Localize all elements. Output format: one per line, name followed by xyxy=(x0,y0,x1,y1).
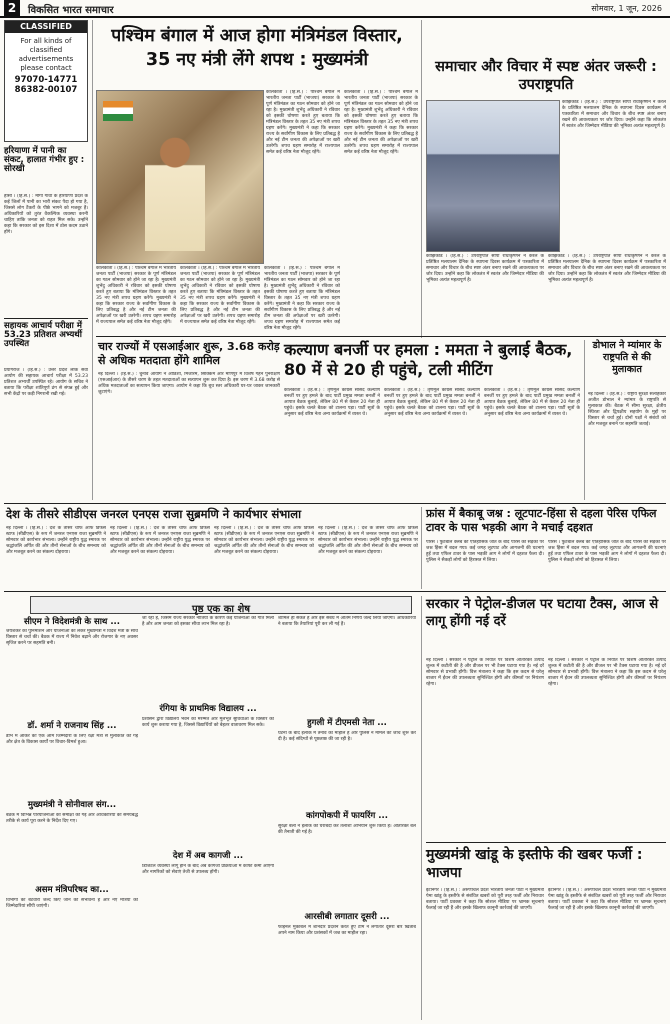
inner-body: फाइनल मुकाबले में शानदार प्रदर्शन करते हुए टीम ने लगातार दूसरी बार खिताब अपने नाम किया और प्रशंसकों में जश्न का माहौल रहा। xyxy=(278,924,416,936)
page-number: 2 xyxy=(4,0,20,16)
inner-column-3 xyxy=(278,616,416,1018)
right-top-headline: समाचार और विचार में स्पष्ट अंतर जरूरी : उपराष्ट्रपति xyxy=(435,59,657,93)
inner-headline: देश में अब कागजी ... xyxy=(172,850,244,861)
inner-body: डिजिटल व्यवस्था लागू होने के बाद अब कागजी प्रक्रियाओं में काफी कमी आएगी और नागरिकों को सेवाएं तेजी से उपलब्ध होंगी। xyxy=(142,863,274,875)
paper-name: विकसित भारत समाचार xyxy=(28,5,114,16)
classified-label: CLASSIFIED xyxy=(5,21,87,33)
inner-headline: सीएम ने विदेशमंत्री के साथ ... xyxy=(23,617,121,627)
mid-story-2-headline: कल्याण बनर्जी पर हमला : ममता ने बुलाई बैठक, 80 में से 20 ही पहुंचे, टली मीटिंग xyxy=(284,340,573,379)
horizontal-rule xyxy=(4,503,666,504)
mid-story-1-headline: चार राज्यों में एसआईआर शुरू, 3.68 करोड़ से अधिक मतदाता होंगे शामिल xyxy=(98,340,280,367)
classified-text: For all kinds of classified advertisements please contact xyxy=(18,37,74,72)
inner-body: शामिल हो सकते हैं और इस संबंध में अंतिम निर्णय जल्द लिया जाएगा। अधिकारियों ने बताया कि तैयारियां पूरी कर ली गई हैं। xyxy=(278,616,416,627)
inner-body: घटना के बाद इलाके में तनाव का माहौल है और पुलिस ने मामले की जांच शुरू कर दी है। कई संदिग्धों से पूछताछ की जा रही है। xyxy=(278,730,416,742)
inner-body: विभागों का बंटवारा जल्द किए जाने की संभावना है और नए मंत्रियों को जिम्मेदारियां सौंपी जाएंगी। xyxy=(6,897,138,909)
right-top-body-col2: कोझिकोड । (हि.स.) : उपराष्ट्रपति सीपी राधाकृष्णन ने केरल के प्रतिष्ठित मलयालम दैनिक के स्थापना दिवस कार्यक्रम में पत्रकारिता में समाचार और विचार के बीच स्पष्ट अंतर बनाए रखने की आवश्यकता पर जोर दिया। उन्होंने कहा कि लोकतंत्र में स्वतंत्र और जिम्मेदार मीडिया की भूमिका अत्यंत महत्वपूर्ण है। xyxy=(426,254,544,283)
masthead-date: सोमवार, 1 जून, 2026 xyxy=(591,4,662,13)
inner-headline: हुगली में टीएमसी नेता ... xyxy=(307,718,387,728)
left-story-2-body: प्रयागराज । (हि.स.) : उत्तर प्रदेश लोक सेवा आयोग की सहायक आचार्य परीक्षा में 53.23 प्रतिशत अभ्यर्थी उपस्थित रहे। आयोग के सचिव ने बताया कि परीक्षा शांतिपूर्ण ढंग से संपन्न हुई और सभी केंद्रों पर कड़ी निगरानी रखी गई। xyxy=(4,368,88,397)
ceremony-photo xyxy=(426,100,560,252)
horizontal-rule xyxy=(96,336,666,337)
lead-body-bottom-2: कोलकाता । (हि.स.) : पश्चिम बंगाल में भारतीय जनता पार्टी (भाजपा) सरकार के पूर्ण मंत्रिमंडल का गठन सोमवार को होने जा रहा है। मुख्यमंत्री शुभेंदु अधिकारी ने रविवार को इसकी घोषणा करते हुए बताया कि मंत्रिमंडल विस्तार के तहत 35 नए मंत्री शपथ ग्रहण करेंगे। मुख्यमंत्री ने कहा कि सरकार राज्य के सर्वांगीण विकास के लिए प्रतिबद्ध है और नई टीम जनता की अपेक्षाओं पर खरी उतरेगी। शपथ ग्रहण समारोह में राज्यपाल समेत कई वरिष्ठ नेता मौजूद रहेंगे। xyxy=(180,266,260,325)
khandu-body-col1: ईटानगर । (हि.स.) : अरुणाचल प्रदेश भारतीय जनता पार्टी ने मुख्यमंत्री पेमा खांडू के इस्तीफे से संबंधित खबरों को पूरी तरह फर्जी और निराधार बताया। पार्टी प्रवक्ता ने कहा कि सोशल मीडिया पर भ्रामक सूचनाएं फैलाई जा रही हैं और इसके खिलाफ कानूनी कार्रवाई की जाएगी। xyxy=(426,888,544,911)
right-mid-headline: डोभाल ने म्यांमार के राष्ट्रपति से की मुलाकात xyxy=(592,340,662,375)
right-mid-body: नई दिल्ली । (हि.स.) : राष्ट्रीय सुरक्षा सलाहकार अजीत डोभाल ने म्यांमार के राष्ट्रपति से मुलाकात की। बैठक में सीमा सुरक्षा, क्षेत्रीय स्थिरता और द्विपक्षीय सहयोग के मुद्दों पर विस्तार से चर्चा हुई। दोनों पक्षों ने संबंधों को और मजबूत बनाने पर सहमति जताई। xyxy=(588,392,666,427)
inner-body: जा रहा है, जिसमें राज्य सरकार नीतियों के कारण कई योजनाओं को गति मिली है और आम जनता को इसका सीधा लाभ मिल रहा है। xyxy=(142,616,274,627)
lead-photo xyxy=(96,90,264,264)
khandu-headline: मुख्यमंत्री खांडू के इस्तीफे की खबर फर्जी : भाजपा xyxy=(426,847,643,881)
right-top-body-col3: कोझिकोड । (हि.स.) : उपराष्ट्रपति सीपी राधाकृष्णन ने केरल के प्रतिष्ठित मलयालम दैनिक के स्थापना दिवस कार्यक्रम में पत्रकारिता में समाचार और विचार के बीच स्पष्ट अंतर बनाए रखने की आवश्यकता पर जोर दिया। उन्होंने कहा कि लोकतंत्र में स्वतंत्र और जिम्मेदार मीडिया की भूमिका अत्यंत महत्वपूर्ण है। xyxy=(548,254,666,283)
inner-body: जयशंकर का पुनिमोशन और योजनाओं को लेकर मुख्यमंत्री ने विदेश मंत्री के साथ विस्तार से चर्चा की। बैठक में राज्य में निवेश बढ़ाने और रोजगार के नए अवसर सृजित करने पर सहमति बनी। xyxy=(6,628,138,646)
inner-column-2 xyxy=(142,616,274,1018)
petrol-tax-body-col1: नई दिल्ली । सरकार ने पेट्रोल के निर्यात पर विशेष अतिरिक्त उत्पाद शुल्क में कटौती की है और डीजल पर भी टैक्स घटाया गया है। नई दरें सोमवार से प्रभावी होंगी। वित्त मंत्रालय ने कहा कि इस कदम से घरेलू बाजार में ईंधन की उपलब्धता सुनिश्चित होगी और कीमतों पर नियंत्रण रहेगा। xyxy=(426,658,544,687)
column-rule xyxy=(584,340,585,500)
classified-box xyxy=(4,20,88,142)
flag-icon xyxy=(103,101,133,121)
classified-phone-1: 97070-14771 xyxy=(14,75,78,85)
mid-story-1-body: नई दिल्ली । (हि.स.) : चुनाव आयोग ने ओडिशा, मिजोरम, सिक्किम और मणिपुर में विशेष गहन पुनरीक्षण (एसआईआर) के तीसरे चरण के तहत मतदाताओं का सत्यापन शुरू कर दिया है। इस चरण में 3.68 करोड़ से अधिक मतदाताओं का सत्यापन किया जाएगा। आयोग ने कहा कि बूथ स्तर अधिकारी घर-घर जाकर जानकारी जुटाएंगे। xyxy=(98,372,280,395)
row3-left-body-col3: नई दिल्ली । (हि.स.) : देश के तीसरे चीफ ऑफ डिफेंस स्टाफ (सीडीएस) के रूप में जनरल एनएस राजा सुब्रमणि ने सोमवार को कार्यभार संभाला। उन्होंने राष्ट्रीय युद्ध स्मारक पर श्रद्धांजलि अर्पित की और तीनों सेनाओं के बीच समन्वय को और मजबूत करने का संकल्प दोहराया। xyxy=(214,526,314,555)
lead-body-bottom-1: कोलकाता । (हि.स.) : पश्चिम बंगाल में भारतीय जनता पार्टी (भाजपा) सरकार के पूर्ण मंत्रिमंडल का गठन सोमवार को होने जा रहा है। मुख्यमंत्री शुभेंदु अधिकारी ने रविवार को इसकी घोषणा करते हुए बताया कि मंत्रिमंडल विस्तार के तहत 35 नए मंत्री शपथ ग्रहण करेंगे। मुख्यमंत्री ने कहा कि सरकार राज्य के सर्वांगीण विकास के लिए प्रतिबद्ध है और नई टीम जनता की अपेक्षाओं पर खरी उतरेगी। शपथ ग्रहण समारोह में राज्यपाल समेत कई वरिष्ठ नेता मौजूद रहेंगे। xyxy=(96,266,176,325)
inner-body: डोभ में आकर की एक आम जिम्मेदारी के लिए रक्षा मंत्री से मुलाकात की गई और क्षेत्र के विकास कार्यों पर विचार-विमर्श हुआ। xyxy=(6,733,138,745)
khandu-body-col2: ईटानगर । (हि.स.) : अरुणाचल प्रदेश भारतीय जनता पार्टी ने मुख्यमंत्री पेमा खांडू के इस्तीफे से संबंधित खबरों को पूरी तरह फर्जी और निराधार बताया। पार्टी प्रवक्ता ने कहा कि सोशल मीडिया पर भ्रामक सूचनाएं फैलाई जा रही हैं और इसके खिलाफ कानूनी कार्रवाई की जाएगी। xyxy=(548,888,666,911)
row3-left-headline: देश के तीसरे सीडीएस जनरल एनएस राजा सुब्रमणि ने कार्यभार संभाला xyxy=(6,507,302,521)
petrol-tax-body-col2: नई दिल्ली । सरकार ने पेट्रोल के निर्यात पर विशेष अतिरिक्त उत्पाद शुल्क में कटौती की है और डीजल पर भी टैक्स घटाया गया है। नई दरें सोमवार से प्रभावी होंगी। वित्त मंत्रालय ने कहा कि इस कदम से घरेलू बाजार में ईंधन की उपलब्धता सुनिश्चित होगी और कीमतों पर नियंत्रण रहेगा। xyxy=(548,658,666,687)
column-rule xyxy=(421,20,422,338)
row3-left-body-col1: नई दिल्ली । (हि.स.) : देश के तीसरे चीफ ऑफ डिफेंस स्टाफ (सीडीएस) के रूप में जनरल एनएस राजा सुब्रमणि ने सोमवार को कार्यभार संभाला। उन्होंने राष्ट्रीय युद्ध स्मारक पर श्रद्धांजलि अर्पित की और तीनों सेनाओं के बीच समन्वय को और मजबूत करने का संकल्प दोहराया। xyxy=(6,526,106,555)
inner-column-1 xyxy=(6,616,138,1018)
column-rule xyxy=(92,20,93,500)
horizontal-rule xyxy=(4,591,666,592)
row3-right-body-col1: पेरिस । फुटबॉल क्लब की ऐतिहासिक जीत के बाद पेरिस की सड़कों पर जश्न हिंसा में बदल गया। कई जगह लूटपाट और आगजनी की घटनाएं हुईं तथा एफिल टावर के पास भड़की आग ने लोगों में दहशत फैला दी। पुलिस ने सैकड़ों लोगों को हिरासत में लिया। xyxy=(426,540,544,563)
left-story-1-headline: हरियाणा में पानी का संकट, हालात गंभीर हुए : सोरखी xyxy=(4,146,85,174)
mid-story-2-body-col1: कोलकाता । (हि.स.) : तृणमूल कांग्रेस सांसद कल्याण बनर्जी पर हुए हमले के बाद पार्टी प्रमुख ममता बनर्जी ने आपात बैठक बुलाई, लेकिन 80 में से केवल 20 नेता ही पहुंचे। इसके चलते बैठक को टालना पड़ा। पार्टी सूत्रों के अनुसार कई वरिष्ठ नेता अन्य कार्यक्रमों में व्यस्त थे। xyxy=(284,388,380,417)
left-story-2-headline: सहायक आचार्य परीक्षा में 53.23 प्रतिशत अभ्यर्थी उपस्थित xyxy=(4,321,82,349)
inner-headline: आरसीबी लगातार दूसरी ... xyxy=(304,911,390,922)
mid-story-2-body-col2: कोलकाता । (हि.स.) : तृणमूल कांग्रेस सांसद कल्याण बनर्जी पर हुए हमले के बाद पार्टी प्रमुख ममता बनर्जी ने आपात बैठक बुलाई, लेकिन 80 में से केवल 20 नेता ही पहुंचे। इसके चलते बैठक को टालना पड़ा। पार्टी सूत्रों के अनुसार कई वरिष्ठ नेता अन्य कार्यक्रमों में व्यस्त थे। xyxy=(384,388,480,417)
left-story-1-body: हांसी । (हि.स.) : मोगा गावों के हरियाणा प्रदेश के कई जिलों में पानी का भारी संकट पैदा हो गया है, जिससे लोग टैंकरों के पीछे भागने को मजबूर हैं। अधिकारियों को तुरंत वैकल्पिक व्यवस्था करनी चाहिए ताकि जनता को राहत मिल सके। उन्होंने कहा कि सरकार को इस दिशा में ठोस कदम उठाने होंगे। xyxy=(4,194,88,235)
column-rule xyxy=(421,507,422,589)
inner-body: बैठक में विभिन्न परियोजनाओं की समीक्षा की गई और अधिकारियों को समयबद्ध तरीके से कार्य पूरा करने के निर्देश दिए गए। xyxy=(6,812,138,824)
lead-body-col2: कोलकाता । (हि.स.) : पश्चिम बंगाल में भारतीय जनता पार्टी (भाजपा) सरकार के पूर्ण मंत्रिमंडल का गठन सोमवार को होने जा रहा है। मुख्यमंत्री शुभेंदु अधिकारी ने रविवार को इसकी घोषणा करते हुए बताया कि मंत्रिमंडल विस्तार के तहत 35 नए मंत्री शपथ ग्रहण करेंगे। मुख्यमंत्री ने कहा कि सरकार राज्य के सर्वांगीण विकास के लिए प्रतिबद्ध है और नई टीम जनता की अपेक्षाओं पर खरी उतरेगी। शपथ ग्रहण समारोह में राज्यपाल समेत कई वरिष्ठ नेता मौजूद रहेंगे। xyxy=(344,90,418,155)
continued-banner-text: पृष्ठ एक का शेष xyxy=(191,604,251,615)
inner-headline: मुख्यमंत्री ने सोनीवाल संग... xyxy=(27,799,117,810)
lead-body-bottom-3: कोलकाता । (हि.स.) : पश्चिम बंगाल में भारतीय जनता पार्टी (भाजपा) सरकार के पूर्ण मंत्रिमंडल का गठन सोमवार को होने जा रहा है। मुख्यमंत्री शुभेंदु अधिकारी ने रविवार को इसकी घोषणा करते हुए बताया कि मंत्रिमंडल विस्तार के तहत 35 नए मंत्री शपथ ग्रहण करेंगे। मुख्यमंत्री ने कहा कि सरकार राज्य के सर्वांगीण विकास के लिए प्रतिबद्ध है और नई टीम जनता की अपेक्षाओं पर खरी उतरेगी। शपथ ग्रहण समारोह में राज्यपाल समेत कई वरिष्ठ नेता मौजूद रहेंगे। xyxy=(264,266,340,330)
lead-headline: पश्चिम बंगाल में आज होगा मंत्रिमंडल विस्तार, 35 नए मंत्री लेंगे शपथ : मुख्यमंत्री xyxy=(111,26,403,70)
continued-banner xyxy=(30,596,412,614)
inner-headline: कांगपोकपी में फायरिंग ... xyxy=(306,810,388,821)
mid-story-2-body-col3: कोलकाता । (हि.स.) : तृणमूल कांग्रेस सांसद कल्याण बनर्जी पर हुए हमले के बाद पार्टी प्रमुख ममता बनर्जी ने आपात बैठक बुलाई, लेकिन 80 में से केवल 20 नेता ही पहुंचे। इसके चलते बैठक को टालना पड़ा। पार्टी सूत्रों के अनुसार कई वरिष्ठ नेता अन्य कार्यक्रमों में व्यस्त थे। xyxy=(484,388,580,417)
column-rule xyxy=(421,596,422,1020)
classified-phone-2: 86382-00107 xyxy=(14,85,78,95)
row3-left-body-col2: नई दिल्ली । (हि.स.) : देश के तीसरे चीफ ऑफ डिफेंस स्टाफ (सीडीएस) के रूप में जनरल एनएस राजा सुब्रमणि ने सोमवार को कार्यभार संभाला। उन्होंने राष्ट्रीय युद्ध स्मारक पर श्रद्धांजलि अर्पित की और तीनों सेनाओं के बीच समन्वय को और मजबूत करने का संकल्प दोहराया। xyxy=(110,526,210,555)
left-divider xyxy=(4,318,88,319)
row3-right-body-col2: पेरिस । फुटबॉल क्लब की ऐतिहासिक जीत के बाद पेरिस की सड़कों पर जश्न हिंसा में बदल गया। कई जगह लूटपाट और आगजनी की घटनाएं हुईं तथा एफिल टावर के पास भड़की आग ने लोगों में दहशत फैला दी। पुलिस ने सैकड़ों लोगों को हिरासत में लिया। xyxy=(548,540,666,563)
inner-body: सुरक्षा बलों ने इलाके की घेराबंदी कर तलाशी अभियान शुरू किया है। अतिरिक्त बल की तैनाती की गई है। xyxy=(278,823,416,835)
row3-right-headline: फ्रांस में बैकाबू जश्न : लूटपाट-हिंसा से दहला पेरिस एफिल टावर के पास भड़की आग ने मचाई दहशत xyxy=(426,507,657,534)
speaker-figure xyxy=(145,131,205,251)
inner-headline: असम मंत्रिपरिषद का... xyxy=(35,884,109,895)
petrol-tax-headline: सरकार ने पेट्रोल-डीजल पर घटाया टैक्स, आज से लागू होंगी नई दरें xyxy=(426,597,659,629)
inner-headline: डॉ. शर्मा ने राजनाथ सिंह ... xyxy=(27,720,117,731)
right-top-body-col1: कोझिकोड । (हि.स.) : उपराष्ट्रपति सीपी राधाकृष्णन ने केरल के प्रतिष्ठित मलयालम दैनिक के स्थापना दिवस कार्यक्रम में पत्रकारिता में समाचार और विचार के बीच स्पष्ट अंतर बनाए रखने की आवश्यकता पर जोर दिया। उन्होंने कहा कि लोकतंत्र में स्वतंत्र और जिम्मेदार मीडिया की भूमिका अत्यंत महत्वपूर्ण है। xyxy=(562,100,666,129)
inner-body: प्रशासन द्वारा विद्यालय भवन की मरम्मत और मूलभूत सुविधाओं के विस्तार का कार्य शुरू कराया गया है, जिससे विद्यार्थियों को बेहतर वातावरण मिल सके। xyxy=(142,716,274,728)
lead-body-col1: कोलकाता । (हि.स.) : पश्चिम बंगाल में भारतीय जनता पार्टी (भाजपा) सरकार के पूर्ण मंत्रिमंडल का गठन सोमवार को होने जा रहा है। मुख्यमंत्री शुभेंदु अधिकारी ने रविवार को इसकी घोषणा करते हुए बताया कि मंत्रिमंडल विस्तार के तहत 35 नए मंत्री शपथ ग्रहण करेंगे। मुख्यमंत्री ने कहा कि सरकार राज्य के सर्वांगीण विकास के लिए प्रतिबद्ध है और नई टीम जनता की अपेक्षाओं पर खरी उतरेगी। शपथ ग्रहण समारोह में राज्यपाल समेत कई वरिष्ठ नेता मौजूद रहेंगे। xyxy=(266,90,340,155)
row3-left-body-col4: नई दिल्ली । (हि.स.) : देश के तीसरे चीफ ऑफ डिफेंस स्टाफ (सीडीएस) के रूप में जनरल एनएस राजा सुब्रमणि ने सोमवार को कार्यभार संभाला। उन्होंने राष्ट्रीय युद्ध स्मारक पर श्रद्धांजलि अर्पित की और तीनों सेनाओं के बीच समन्वय को और मजबूत करने का संकल्प दोहराया। xyxy=(318,526,418,555)
inner-headline: रंगिया के प्राथमिक विद्यालय ... xyxy=(159,704,257,714)
masthead xyxy=(0,0,670,18)
horizontal-rule xyxy=(426,842,666,843)
